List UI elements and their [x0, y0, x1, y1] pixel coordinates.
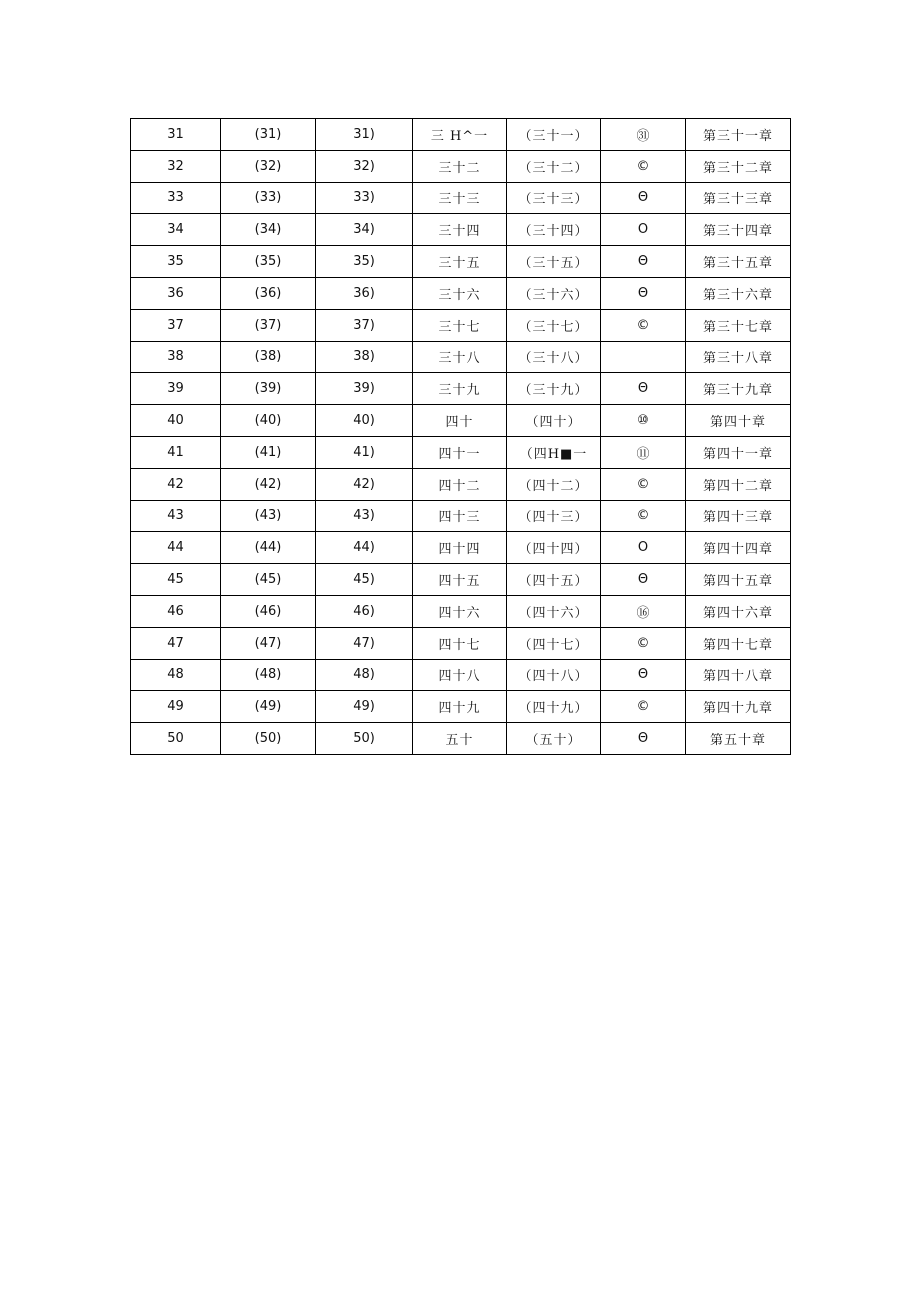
chapter-label-cell: 第三十八章	[686, 341, 791, 373]
circled-number-cell: Θ	[601, 182, 686, 214]
numbering-table	[130, 118, 791, 755]
chinese-paren-number-cell: （四十九）	[507, 691, 601, 723]
right-paren-number-cell: 37)	[316, 309, 413, 341]
chinese-paren-number-cell: （三十五）	[507, 246, 601, 278]
right-paren-number-cell: 49)	[316, 691, 413, 723]
parenthesized-number-cell: (36)	[221, 277, 316, 309]
table-row	[131, 150, 791, 182]
right-paren-number-cell: 50)	[316, 723, 413, 755]
chinese-paren-number-cell: （四十七）	[507, 627, 601, 659]
table-row	[131, 436, 791, 468]
parenthesized-number-cell: (41)	[221, 436, 316, 468]
parenthesized-number-cell: (39)	[221, 373, 316, 405]
parenthesized-number-cell: (32)	[221, 150, 316, 182]
table-row	[131, 595, 791, 627]
arabic-number-cell: 49	[131, 691, 221, 723]
chinese-paren-number-cell: （四十四）	[507, 532, 601, 564]
chinese-number-cell: 三十六	[413, 277, 507, 309]
arabic-number-cell: 38	[131, 341, 221, 373]
chinese-number-cell: 三 H^一	[413, 119, 507, 151]
table-row	[131, 277, 791, 309]
circled-number-cell: Θ	[601, 659, 686, 691]
right-paren-number-cell: 43)	[316, 500, 413, 532]
table-row	[131, 341, 791, 373]
right-paren-number-cell: 48)	[316, 659, 413, 691]
right-paren-number-cell: 35)	[316, 246, 413, 278]
table-row	[131, 532, 791, 564]
right-paren-number-cell: 44)	[316, 532, 413, 564]
circled-number-cell: ⑯	[601, 595, 686, 627]
arabic-number-cell: 40	[131, 405, 221, 437]
circled-number-cell: ©	[601, 309, 686, 341]
arabic-number-cell: 37	[131, 309, 221, 341]
chapter-label-cell: 第四十一章	[686, 436, 791, 468]
parenthesized-number-cell: (40)	[221, 405, 316, 437]
arabic-number-cell: 36	[131, 277, 221, 309]
chapter-label-cell: 第三十七章	[686, 309, 791, 341]
parenthesized-number-cell: (31)	[221, 119, 316, 151]
chinese-number-cell: 四十六	[413, 595, 507, 627]
chinese-paren-number-cell: （三十一）	[507, 119, 601, 151]
parenthesized-number-cell: (50)	[221, 723, 316, 755]
chinese-number-cell: 四十二	[413, 468, 507, 500]
arabic-number-cell: 46	[131, 595, 221, 627]
chinese-paren-number-cell: （三十四）	[507, 214, 601, 246]
table-row	[131, 182, 791, 214]
chinese-number-cell: 四十三	[413, 500, 507, 532]
chinese-number-cell: 三十九	[413, 373, 507, 405]
table-row	[131, 309, 791, 341]
circled-number-cell: O	[601, 532, 686, 564]
arabic-number-cell: 32	[131, 150, 221, 182]
circled-number-cell: ©	[601, 627, 686, 659]
arabic-number-cell: 42	[131, 468, 221, 500]
parenthesized-number-cell: (45)	[221, 564, 316, 596]
chinese-number-cell: 四十五	[413, 564, 507, 596]
chinese-number-cell: 四十七	[413, 627, 507, 659]
parenthesized-number-cell: (34)	[221, 214, 316, 246]
right-paren-number-cell: 46)	[316, 595, 413, 627]
circled-number-cell: ©	[601, 691, 686, 723]
chinese-paren-number-cell: （四十二）	[507, 468, 601, 500]
chapter-label-cell: 第四十二章	[686, 468, 791, 500]
right-paren-number-cell: 47)	[316, 627, 413, 659]
chinese-paren-number-cell: （三十八）	[507, 341, 601, 373]
chapter-label-cell: 第三十五章	[686, 246, 791, 278]
chapter-label-cell: 第四十六章	[686, 595, 791, 627]
right-paren-number-cell: 42)	[316, 468, 413, 500]
parenthesized-number-cell: (49)	[221, 691, 316, 723]
arabic-number-cell: 31	[131, 119, 221, 151]
chinese-number-cell: 三十二	[413, 150, 507, 182]
parenthesized-number-cell: (48)	[221, 659, 316, 691]
table-row	[131, 627, 791, 659]
arabic-number-cell: 34	[131, 214, 221, 246]
right-paren-number-cell: 31)	[316, 119, 413, 151]
circled-number-cell: ⑪	[601, 436, 686, 468]
chinese-number-cell: 四十	[413, 405, 507, 437]
chapter-label-cell: 第三十一章	[686, 119, 791, 151]
parenthesized-number-cell: (42)	[221, 468, 316, 500]
chinese-paren-number-cell: （四十五）	[507, 564, 601, 596]
chapter-label-cell: 第四十四章	[686, 532, 791, 564]
arabic-number-cell: 39	[131, 373, 221, 405]
chinese-paren-number-cell: （三十六）	[507, 277, 601, 309]
parenthesized-number-cell: (46)	[221, 595, 316, 627]
chinese-paren-number-cell: （三十七）	[507, 309, 601, 341]
chinese-number-cell: 五十	[413, 723, 507, 755]
circled-number-cell: Θ	[601, 277, 686, 309]
chinese-number-cell: 三十三	[413, 182, 507, 214]
circled-number-cell: ㉛	[601, 119, 686, 151]
table-row	[131, 246, 791, 278]
arabic-number-cell: 41	[131, 436, 221, 468]
arabic-number-cell: 45	[131, 564, 221, 596]
table-row	[131, 405, 791, 437]
chinese-number-cell: 四十九	[413, 691, 507, 723]
table-row	[131, 659, 791, 691]
right-paren-number-cell: 40)	[316, 405, 413, 437]
chapter-label-cell: 第三十四章	[686, 214, 791, 246]
right-paren-number-cell: 36)	[316, 277, 413, 309]
chapter-label-cell: 第四十五章	[686, 564, 791, 596]
parenthesized-number-cell: (35)	[221, 246, 316, 278]
chapter-label-cell: 第三十六章	[686, 277, 791, 309]
chapter-label-cell: 第四十三章	[686, 500, 791, 532]
table-row	[131, 119, 791, 151]
table-row	[131, 723, 791, 755]
circled-number-cell: O	[601, 214, 686, 246]
chinese-paren-number-cell: （四十六）	[507, 595, 601, 627]
chinese-paren-number-cell: （三十二）	[507, 150, 601, 182]
chapter-label-cell: 第四十七章	[686, 627, 791, 659]
table-row	[131, 373, 791, 405]
chapter-label-cell: 第四十章	[686, 405, 791, 437]
circled-number-cell: ©	[601, 468, 686, 500]
circled-number-cell: Θ	[601, 723, 686, 755]
chinese-paren-number-cell: （五十）	[507, 723, 601, 755]
right-paren-number-cell: 32)	[316, 150, 413, 182]
circled-number-cell: ©	[601, 150, 686, 182]
table-row	[131, 214, 791, 246]
chinese-number-cell: 三十五	[413, 246, 507, 278]
right-paren-number-cell: 39)	[316, 373, 413, 405]
right-paren-number-cell: 34)	[316, 214, 413, 246]
table-body	[131, 119, 791, 755]
chapter-label-cell: 第四十九章	[686, 691, 791, 723]
arabic-number-cell: 43	[131, 500, 221, 532]
chinese-number-cell: 四十四	[413, 532, 507, 564]
arabic-number-cell: 47	[131, 627, 221, 659]
parenthesized-number-cell: (47)	[221, 627, 316, 659]
chapter-label-cell: 第五十章	[686, 723, 791, 755]
parenthesized-number-cell: (38)	[221, 341, 316, 373]
chinese-paren-number-cell: （四H■一	[507, 436, 601, 468]
chinese-paren-number-cell: （三十九）	[507, 373, 601, 405]
chinese-number-cell: 三十七	[413, 309, 507, 341]
table-row	[131, 500, 791, 532]
parenthesized-number-cell: (44)	[221, 532, 316, 564]
chapter-label-cell: 第四十八章	[686, 659, 791, 691]
circled-number-cell: Θ	[601, 246, 686, 278]
chinese-paren-number-cell: （四十）	[507, 405, 601, 437]
arabic-number-cell: 48	[131, 659, 221, 691]
chapter-label-cell: 第三十二章	[686, 150, 791, 182]
table-row	[131, 468, 791, 500]
arabic-number-cell: 44	[131, 532, 221, 564]
chinese-number-cell: 四十八	[413, 659, 507, 691]
parenthesized-number-cell: (37)	[221, 309, 316, 341]
parenthesized-number-cell: (43)	[221, 500, 316, 532]
chinese-number-cell: 四十一	[413, 436, 507, 468]
arabic-number-cell: 33	[131, 182, 221, 214]
parenthesized-number-cell: (33)	[221, 182, 316, 214]
chinese-number-cell: 三十四	[413, 214, 507, 246]
chinese-paren-number-cell: （四十三）	[507, 500, 601, 532]
chinese-paren-number-cell: （四十八）	[507, 659, 601, 691]
circled-number-cell: Θ	[601, 373, 686, 405]
chinese-paren-number-cell: （三十三）	[507, 182, 601, 214]
right-paren-number-cell: 41)	[316, 436, 413, 468]
table-row	[131, 564, 791, 596]
circled-number-cell: ©	[601, 500, 686, 532]
circled-number-cell: ⑩	[601, 405, 686, 437]
table-row	[131, 691, 791, 723]
chapter-label-cell: 第三十三章	[686, 182, 791, 214]
arabic-number-cell: 50	[131, 723, 221, 755]
circled-number-cell: Θ	[601, 564, 686, 596]
right-paren-number-cell: 33)	[316, 182, 413, 214]
arabic-number-cell: 35	[131, 246, 221, 278]
circled-number-cell	[601, 341, 686, 373]
chinese-number-cell: 三十八	[413, 341, 507, 373]
right-paren-number-cell: 45)	[316, 564, 413, 596]
chapter-label-cell: 第三十九章	[686, 373, 791, 405]
right-paren-number-cell: 38)	[316, 341, 413, 373]
